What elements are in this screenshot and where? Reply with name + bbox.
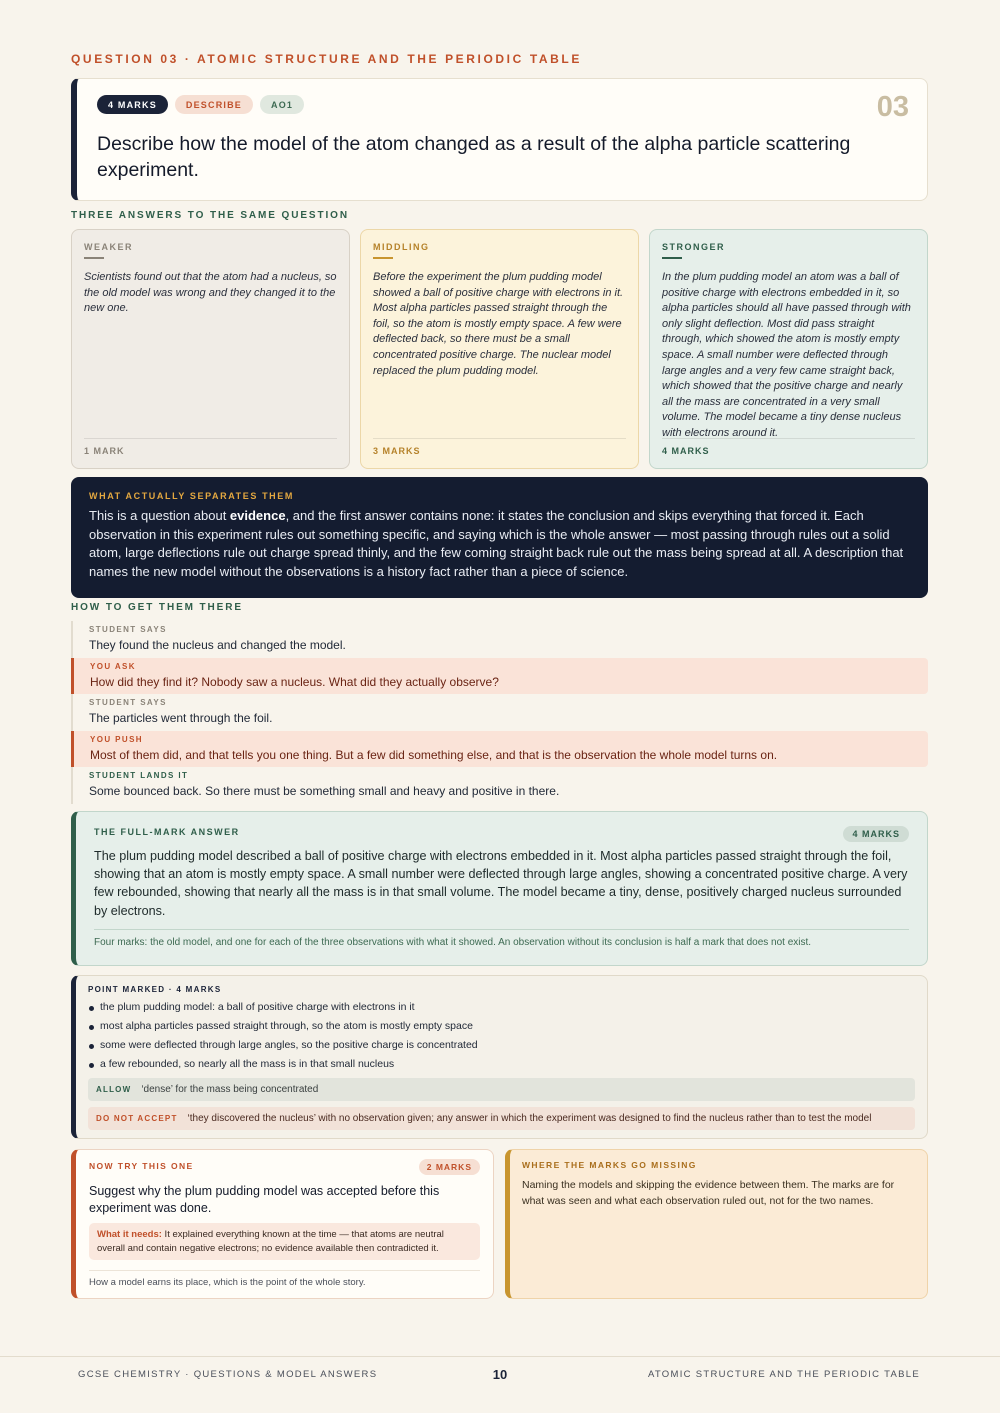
callout-label: WHAT ACTUALLY SEPARATES THEM <box>89 491 294 501</box>
mark-scheme-points <box>88 998 915 1074</box>
turn-text: Some bounced back. So there must be something small and heavy and positive in there. <box>89 784 560 798</box>
allow-row <box>88 1078 915 1101</box>
answer-marks: 1 MARK <box>84 438 337 456</box>
do-not-accept-text: ‘they discovered the nucleus’ with no observation given; any answer in which the experiment was designed to find the nucleus rather than to test the model <box>187 1113 872 1124</box>
dialogue-turn <box>71 658 928 695</box>
answer-card-stronger <box>649 229 928 469</box>
list-item: some were deflected through large angles, so the positive charge is concentrated <box>88 1036 915 1055</box>
turn-speaker: STUDENT SAYS <box>89 625 167 634</box>
full-mark-label: THE FULL-MARK ANSWER <box>94 827 240 837</box>
allow-tag: ALLOW <box>96 1085 132 1094</box>
answer-text: Scientists found out that the atom had a nucleus, so the old model was wrong and they changed it to the new one. <box>84 271 337 315</box>
needs-label: What it needs: <box>97 1229 162 1240</box>
separates-callout <box>71 477 928 598</box>
turn-text: How did they find it? Nobody saw a nucleus. What did they actually observe? <box>90 674 499 689</box>
turn-speaker: STUDENT LANDS IT <box>89 771 189 780</box>
question-text: Describe how the model of the atom changed as a result of the alpha particle scattering experiment. <box>97 133 851 181</box>
turn-speaker: YOU PUSH <box>90 734 143 744</box>
full-mark-badge: 4 MARKS <box>843 826 909 842</box>
callout-text <box>89 507 910 581</box>
try-label: NOW TRY THIS ONE <box>89 1161 194 1171</box>
level-rule <box>373 257 393 259</box>
answer-level: MIDDLING <box>373 242 430 252</box>
marks-missing-card <box>505 1149 928 1299</box>
answer-marks: 4 MARKS <box>662 438 915 456</box>
turn-text: They found the nucleus and changed the model. <box>89 638 346 652</box>
dialogue-turn <box>73 621 928 658</box>
full-mark-text: The plum pudding model described a ball of positive charge with electrons embedded in it. Most alpha particles passed straight through the foil, showing that an atom is mostly empty space. A small number were deflected through large angles, showing a concentrated positive charge. A very few rebounded, showing that nearly all the mass is in that small volume. The model became a tiny, dense, positively charged nucleus surrounded by electrons. <box>94 849 908 918</box>
section-kicker: QUESTION 03 · ATOMIC STRUCTURE AND THE PERIODIC TABLE <box>71 52 582 66</box>
level-rule <box>662 257 682 259</box>
answer-card-weaker <box>71 229 350 469</box>
callout-text-before: This is a question about <box>89 508 230 523</box>
turn-text: Most of them did, and that tells you one thing. But a few did something else, and that is the observation the whole model turns on. <box>90 747 778 762</box>
list-item: a few rebounded, so nearly all the mass is in that small nucleus <box>88 1055 915 1074</box>
full-mark-note: Four marks: the old model, and one for each of the three observations with what it showed. An observation without its conclusion is half a mark that does not exist. <box>94 929 909 948</box>
try-foot: How a model earns its place, which is the point of the whole story. <box>89 1270 480 1288</box>
list-item: most alpha particles passed straight through, so the atom is mostly empty space <box>88 1017 915 1036</box>
allow-text: ‘dense’ for the mass being concentrated <box>141 1084 319 1095</box>
do-not-accept-row <box>88 1107 915 1130</box>
missing-label: WHERE THE MARKS GO MISSING <box>522 1160 697 1170</box>
turn-speaker: STUDENT SAYS <box>89 698 167 707</box>
question-card <box>71 78 928 201</box>
objective-badge: AO1 <box>260 95 304 114</box>
level-rule <box>84 257 104 259</box>
missing-text: Naming the models and skipping the evidence between them. The marks are for what was seen and what each observation ruled out, not for the two names. <box>522 1179 895 1207</box>
answer-level: STRONGER <box>662 242 726 252</box>
answers-section-label: THREE ANSWERS TO THE SAME QUESTION <box>71 210 349 221</box>
answer-marks: 3 MARKS <box>373 438 626 456</box>
dialogue-turn <box>73 767 928 804</box>
footer-right: ATOMIC STRUCTURE AND THE PERIODIC TABLE <box>647 1369 920 1380</box>
dialogue-turn <box>71 731 928 768</box>
answer-text: Before the experiment the plum pudding model showed a ball of positive charge with electrons in it. Most alpha particles passed straight through the foil, so the atom is mostly empty space. A few were deflected back, so there must be a small concentrated positive charge. The nuclear model replaced the plum pudding model. <box>373 271 624 377</box>
question-badges <box>97 95 304 114</box>
mark-scheme-label: POINT MARKED · 4 MARKS <box>88 985 222 994</box>
page-number: 10 <box>492 1367 508 1382</box>
question-number: 03 <box>876 91 909 123</box>
try-needs <box>89 1223 480 1260</box>
mark-scheme <box>71 975 928 1139</box>
command-word-badge: DESCRIBE <box>175 95 253 114</box>
dialogue <box>71 621 928 804</box>
full-mark-answer <box>71 811 928 966</box>
callout-text-after: , and the first answer contains none: it states the conclusion and skips everything that forced it. Each observation in this experiment rules out something specific, and saying which is the whole answer — most passing through rules out a solid atom, large deflections rule out charge spread thinly, and the few coming straight back rule out the mass being spread at all. A description that names the new model without the observations is a history fact rather than a piece of science. <box>89 508 904 579</box>
try-this-card <box>71 1149 494 1299</box>
marks-badge: 4 MARKS <box>97 95 168 114</box>
turn-text: The particles went through the foil. <box>89 711 273 725</box>
callout-text-bold: evidence <box>229 508 286 523</box>
list-item: the plum pudding model: a ball of positive charge with electrons in it <box>88 998 915 1017</box>
dialogue-section-label: HOW TO GET THEM THERE <box>71 602 243 613</box>
answer-level: WEAKER <box>84 242 133 252</box>
do-not-accept-tag: DO NOT ACCEPT <box>96 1114 178 1123</box>
answer-text: In the plum pudding model an atom was a ball of positive charge with electrons embedded in it, so alpha particles should all have passed through with only slight deflection. Most did pass straight through, which showed the atom is mostly empty space. A small number were deflected through large angles and a very few came straight back, which showed that the positive charge and nearly all the mass are concentrated in a very small volume. The model became a tiny dense nucleus with electrons around it. <box>662 271 911 439</box>
page-footer <box>0 1356 1000 1413</box>
answer-card-middling <box>360 229 639 469</box>
dialogue-turn <box>73 694 928 731</box>
turn-speaker: YOU ASK <box>90 661 136 671</box>
footer-left: GCSE CHEMISTRY · QUESTIONS & MODEL ANSWERS <box>78 1369 378 1380</box>
try-marks-badge: 2 MARKS <box>419 1159 480 1175</box>
try-question: Suggest why the plum pudding model was accepted before this experiment was done. <box>89 1184 440 1215</box>
needs-text: It explained everything known at the time — that atoms are neutral overall and contain negative electrons; no evidence available then contradicted it. <box>97 1229 444 1254</box>
